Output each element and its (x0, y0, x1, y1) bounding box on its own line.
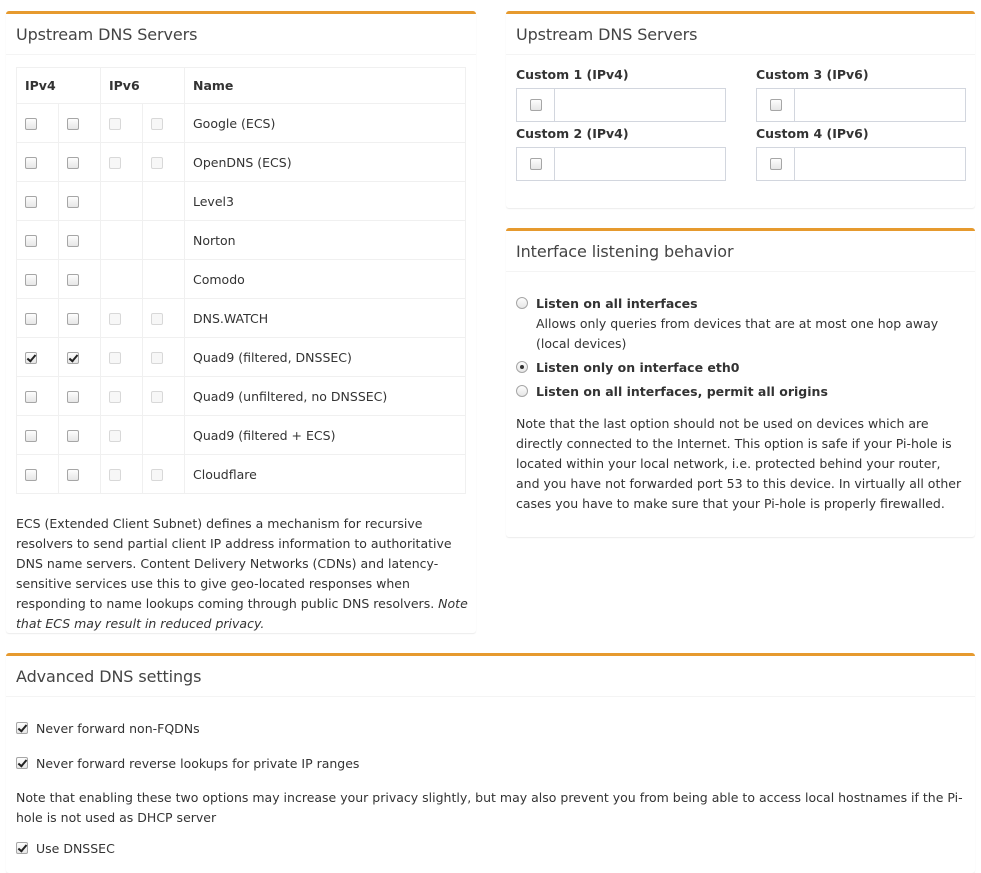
ipv4-checkbox-1[interactable] (25, 313, 37, 325)
listen-all-description: Allows only queries from devices that are at most one hop away (local devices) (536, 316, 939, 351)
ipv4-checkbox-1[interactable] (25, 391, 37, 403)
ipv6-header: IPv6 (101, 68, 185, 104)
dns-server-row (17, 143, 466, 182)
ipv4-checkbox-1[interactable] (25, 196, 37, 208)
ipv6-checkbox-1 (109, 352, 121, 364)
ipv4-checkbox-2[interactable] (67, 352, 79, 364)
box-title: Upstream DNS Servers (516, 24, 698, 44)
dns-server-name: Quad9 (unfiltered, no DNSSEC) (185, 377, 466, 416)
ipv4-checkbox-2[interactable] (67, 118, 79, 130)
use-dnssec-option[interactable]: Use DNSSEC (16, 838, 965, 858)
dns-server-name: Quad9 (filtered, DNSSEC) (185, 338, 466, 377)
custom3-input[interactable] (794, 88, 966, 122)
custom1-checkbox[interactable] (530, 99, 542, 111)
ipv6-checkbox-1 (109, 430, 121, 442)
custom4-label: Custom 4 (IPv6) (756, 126, 869, 141)
dns-server-row (17, 260, 466, 299)
custom4-checkbox[interactable] (770, 158, 782, 170)
ipv4-checkbox-2[interactable] (67, 313, 79, 325)
upstream-dns-box (6, 11, 476, 633)
box-title: Upstream DNS Servers (16, 24, 198, 44)
listen-permit-option[interactable]: Listen on all interfaces, permit all origins (516, 382, 965, 402)
ecs-note: ECS (Extended Client Subnet) defines a mechanism for recursive resolvers to send partial client IP address information to authoritative DNS name servers. Content Delivery Networks (CDNs) and latency-sensitive services use this to give geo-located responses when responding to name lookups coming through public DNS resolvers. Note that ECS may result in reduced privacy. (16, 516, 468, 631)
listen-all-radio[interactable] (516, 297, 528, 309)
ipv4-checkbox-1[interactable] (25, 352, 37, 364)
dns-server-row (17, 104, 466, 143)
box-title: Interface listening behavior (516, 241, 734, 261)
custom3-label: Custom 3 (IPv6) (756, 67, 869, 82)
custom2-checkbox[interactable] (530, 158, 542, 170)
dns-server-name: Quad9 (filtered + ECS) (185, 416, 466, 455)
ipv6-checkbox-2 (151, 391, 163, 403)
custom1-label: Custom 1 (IPv4) (516, 67, 629, 82)
listen-eth0-radio[interactable] (516, 361, 528, 373)
ipv6-checkbox-2 (151, 469, 163, 481)
ipv4-checkbox-1[interactable] (25, 157, 37, 169)
dns-server-name: OpenDNS (ECS) (185, 143, 466, 182)
name-header: Name (185, 68, 466, 104)
ipv4-checkbox-1[interactable] (25, 118, 37, 130)
custom-dns-box (506, 11, 975, 208)
ipv4-checkbox-2[interactable] (67, 196, 79, 208)
ipv4-checkbox-1[interactable] (25, 469, 37, 481)
dns-server-name: Cloudflare (185, 455, 466, 494)
dns-server-row (17, 416, 466, 455)
ipv4-checkbox-2[interactable] (67, 274, 79, 286)
ipv4-checkbox-2[interactable] (67, 157, 79, 169)
dns-server-row (17, 182, 466, 221)
ipv6-checkbox-1 (109, 469, 121, 481)
listen-permit-radio[interactable] (516, 385, 528, 397)
box-title: Advanced DNS settings (16, 666, 202, 686)
listen-all-option[interactable]: Listen on all interfaces (516, 294, 965, 314)
ipv4-checkbox-1[interactable] (25, 235, 37, 247)
interface-box (506, 228, 975, 537)
dns-servers-table (16, 67, 466, 494)
ipv6-checkbox-1 (109, 157, 121, 169)
dns-server-name: Level3 (185, 182, 466, 221)
ipv4-header: IPv4 (17, 68, 101, 104)
custom1-input[interactable] (554, 88, 726, 122)
ipv4-checkbox-2[interactable] (67, 235, 79, 247)
ipv6-checkbox-1 (109, 391, 121, 403)
ipv4-checkbox-2[interactable] (67, 469, 79, 481)
custom2-input[interactable] (554, 147, 726, 181)
dns-server-row (17, 338, 466, 377)
dns-server-row (17, 377, 466, 416)
dns-server-name: Google (ECS) (185, 104, 466, 143)
ipv6-checkbox-2 (151, 118, 163, 130)
dns-server-name: DNS.WATCH (185, 299, 466, 338)
ipv6-checkbox-2 (151, 313, 163, 325)
dns-server-row (17, 299, 466, 338)
never-forward-fqdn-option[interactable]: Never forward non-FQDNs (16, 718, 965, 738)
ipv6-checkbox-1 (109, 118, 121, 130)
ipv6-checkbox-1 (109, 313, 121, 325)
listen-eth0-option[interactable]: Listen only on interface eth0 (516, 358, 965, 378)
never-forward-reverse-checkbox[interactable] (16, 757, 28, 769)
use-dnssec-checkbox[interactable] (16, 842, 28, 854)
ipv4-checkbox-2[interactable] (67, 430, 79, 442)
dns-server-name: Norton (185, 221, 466, 260)
dns-server-name: Comodo (185, 260, 466, 299)
advanced-dns-box (6, 653, 975, 873)
interface-note: Note that the last option should not be used on devices which are directly connected to the Internet. This option is safe if your Pi-hole is located within your local network, i.e. protected behind your router, and you have not forwarded port 53 to this device. In virtually all other cases you have to make sure that your Pi-hole is properly firewalled. (516, 416, 962, 511)
ipv4-checkbox-2[interactable] (67, 391, 79, 403)
custom2-label: Custom 2 (IPv4) (516, 126, 629, 141)
ipv6-checkbox-2 (151, 352, 163, 364)
ipv6-checkbox-2 (151, 157, 163, 169)
custom3-checkbox[interactable] (770, 99, 782, 111)
never-forward-fqdn-checkbox[interactable] (16, 722, 28, 734)
dns-server-row (17, 221, 466, 260)
custom4-input[interactable] (794, 147, 966, 181)
advanced-note: Note that enabling these two options may increase your privacy slightly, but may also prevent you from being able to access local hostnames if the Pi-hole is not used as DHCP server (16, 790, 963, 825)
dns-server-row (17, 455, 466, 494)
ipv4-checkbox-1[interactable] (25, 430, 37, 442)
never-forward-reverse-option[interactable]: Never forward reverse lookups for private IP ranges (16, 753, 965, 773)
ipv4-checkbox-1[interactable] (25, 274, 37, 286)
